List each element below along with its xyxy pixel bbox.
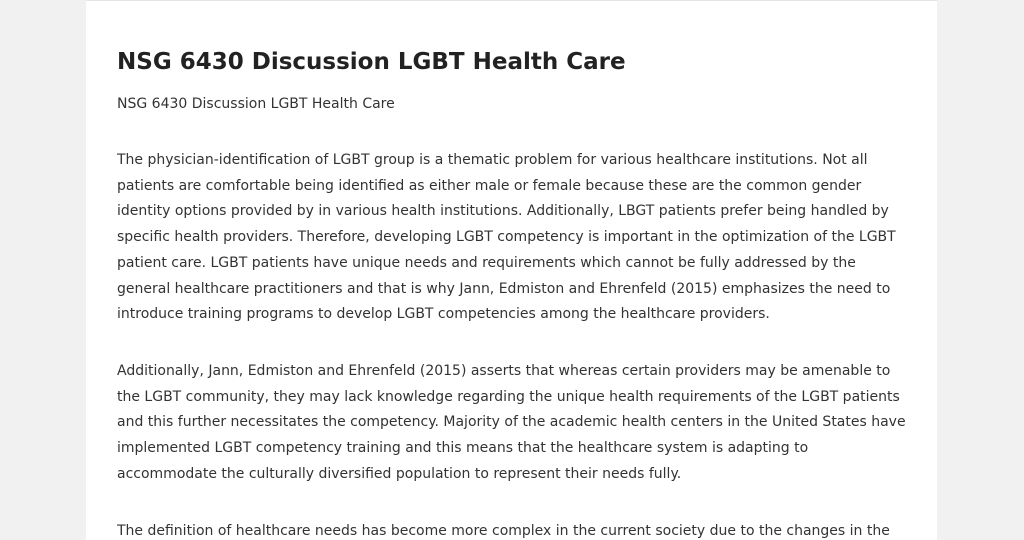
article-page (86, 0, 937, 540)
page-title: NSG 6430 Discussion LGBT Health Care (117, 49, 626, 75)
paragraph-line: The definition of healthcare needs has become more complex in the current society due to the changes in the (117, 523, 890, 539)
paragraph-line: Additionally, Jann, Edmiston and Ehrenfeld (2015) asserts that whereas certain providers may be amenable to (117, 363, 891, 379)
article-paragraph (117, 148, 896, 328)
paragraph-line: The physician-identification of LGBT group is a thematic problem for various healthcare institutions. Not all (117, 152, 868, 168)
article-paragraph (117, 519, 890, 540)
paragraph-line: specific health providers. Therefore, developing LGBT competency is important in the optimization of the LGBT (117, 229, 896, 246)
paragraph-line: identity options provided by in various health institutions. Additionally, LBGT patients prefer being handled by (117, 203, 889, 220)
paragraph-line: patient care. LGBT patients have unique needs and requirements which cannot be fully addressed by the (117, 254, 856, 271)
paragraph-line: and this further necessitates the competency. Majority of the academic health centers in the United States have (117, 414, 906, 431)
paragraph-line: accommodate the culturally diversified population to represent their needs fully. (117, 465, 682, 482)
article-paragraph (117, 359, 906, 488)
paragraph-line: introduce training programs to develop LGBT competencies among the healthcare providers. (117, 306, 770, 323)
paragraph-line: patients are comfortable being identified as either male or female because these are the common gender (117, 177, 862, 194)
paragraph-line: general healthcare practitioners and that is why Jann, Edmiston and Ehrenfeld (2015) emphasizes the need to (117, 280, 891, 297)
paragraph-line: implemented LGBT competency training and this means that the healthcare system is adapting to (117, 440, 809, 457)
paragraph-line: the LGBT community, they may lack knowledge regarding the unique health requirements of the LGBT patients (117, 388, 900, 405)
article-subtitle: NSG 6430 Discussion LGBT Health Care (117, 96, 395, 112)
